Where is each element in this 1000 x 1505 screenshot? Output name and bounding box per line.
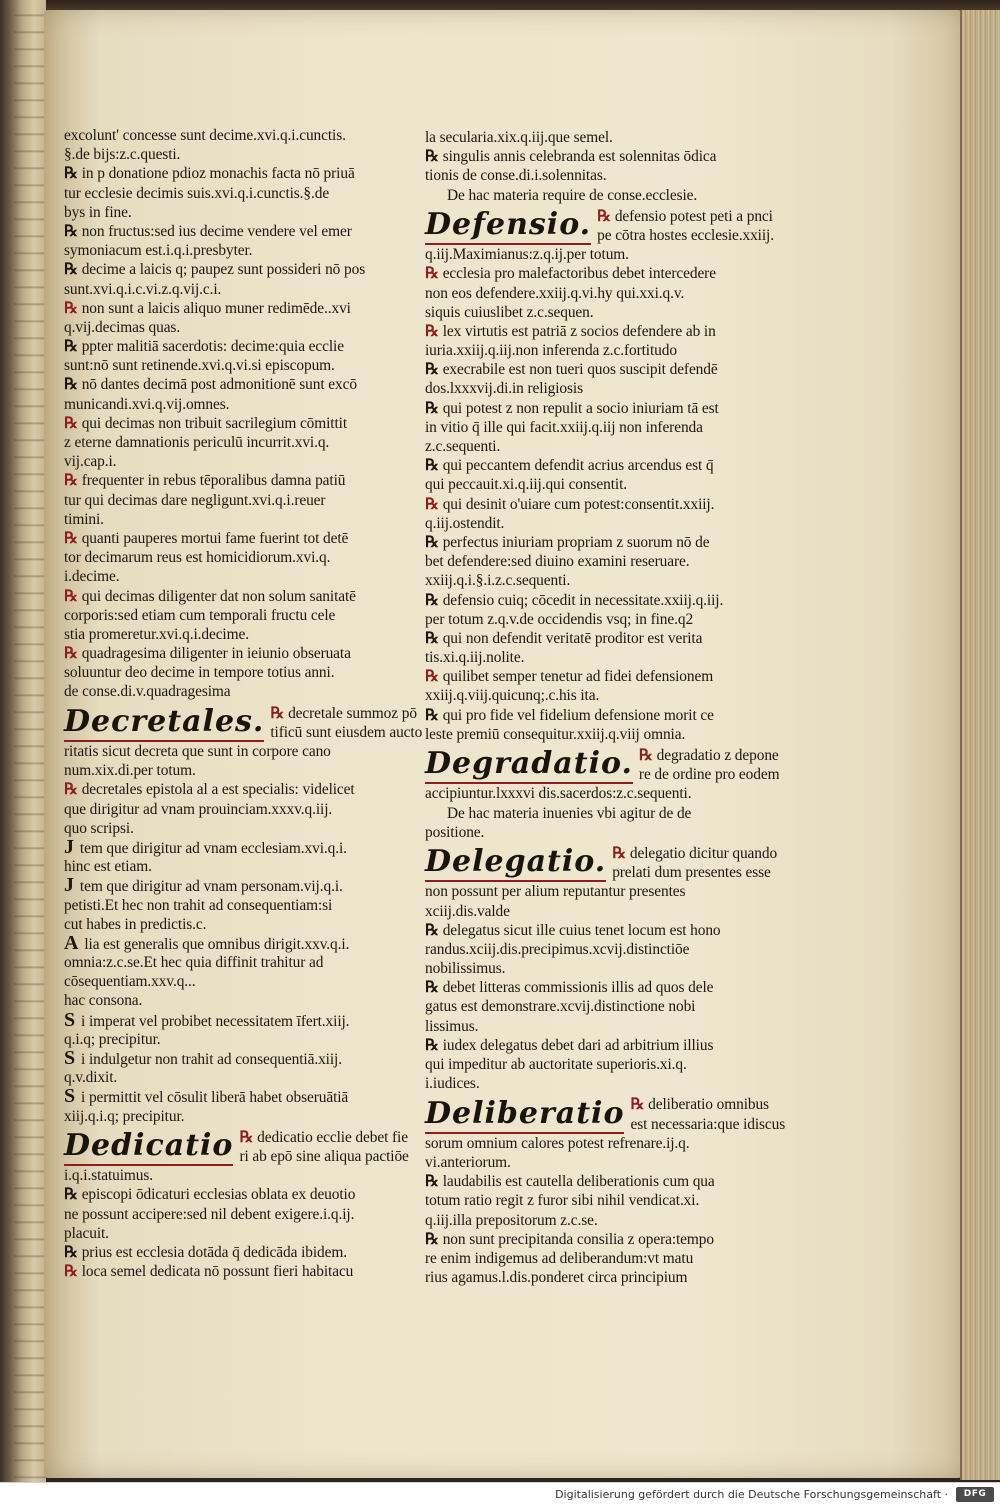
text-line <box>425 1268 777 1287</box>
line-text: quo scripsi. <box>64 819 134 837</box>
line-text: i imperat vel probibet necessitatem īfert.xiij. <box>81 1012 350 1030</box>
line-text: q.iij.Maximianus:z.q.ij.per totum. <box>425 246 629 264</box>
line-text: qui decimas non tribuit sacrilegium cōmittit <box>81 414 348 432</box>
heading-word: Dedicatio <box>64 1128 233 1166</box>
text-line <box>64 1011 412 1030</box>
line-text: qui pro fide vel fidelium defensione morit ce <box>442 706 714 724</box>
line-text: la secularia.xix.q.iij.que semel. <box>425 129 613 146</box>
line-text: execrabile est non tueri quos suscipit defendē <box>442 361 718 379</box>
line-text: sorum omnium calores potest refrenare.ij.q. <box>425 1134 690 1152</box>
line-text: qui decimas diligenter dat non solum sanitatē <box>81 587 356 605</box>
text-line <box>425 804 777 823</box>
text-line: pe cōtra hostes ecclesie.xxiij. <box>597 226 774 244</box>
text-line <box>64 838 412 857</box>
text-line <box>425 186 777 205</box>
line-text: i permittit vel cōsulit liberā habet obseruātiā <box>81 1089 349 1107</box>
text-line <box>425 1017 777 1036</box>
text-line <box>64 567 412 586</box>
line-text: totum ratio regit z furor sibi nihil vendicat.xi. <box>425 1192 700 1210</box>
line-text: De hac materia require de conse.ecclesie. <box>447 186 698 204</box>
line-text: decretales epistola al a est specialis: videlicet <box>81 781 355 799</box>
line-text: quilibet semper tenetur ad fidei defensionem <box>442 668 714 686</box>
text-line: prelati dum presentes esse <box>612 864 771 882</box>
text-line <box>425 1153 777 1172</box>
text-line: ri ab epō sine aliqua pactiōe <box>239 1147 409 1165</box>
dfg-logo: DFG <box>956 1487 994 1502</box>
text-line: decretale summoz pō <box>288 704 417 722</box>
text-line <box>64 991 412 1010</box>
line-text: laudabilis est cautella deliberationis cum qua <box>442 1173 715 1191</box>
line-text: q.iij.ostendit. <box>425 514 505 532</box>
text-line <box>64 972 412 991</box>
paragraph-mark-icon: ℞ <box>638 747 653 764</box>
heading-side-text <box>606 844 777 882</box>
footer-credit-text: Digitalisierung gefördert durch die Deutsche Forschungsgemeinschaft · <box>555 1488 948 1501</box>
text-line <box>425 1074 777 1093</box>
line-text: qui potest z non repulit a socio iniuriam tā est <box>442 399 719 417</box>
entry-line <box>425 667 777 686</box>
entry-line <box>64 164 412 183</box>
entry-line <box>425 360 777 379</box>
text-line <box>425 648 777 667</box>
line-text: decime a laicis q; paupez sunt possideri nō pos <box>81 261 366 279</box>
line-text: cōsequentiam.xxv.q... <box>64 973 196 991</box>
line-text: qui peccantem defendit acrius arcendus est q̄ <box>442 457 714 475</box>
line-text: qui non defendit veritatē proditor est verita <box>442 629 703 647</box>
line-text: soluuntur deo decime in tempore totius anni. <box>64 664 335 682</box>
entry-line <box>425 1036 777 1055</box>
text-line <box>64 953 412 972</box>
paragraph-mark-icon: ℞ <box>425 399 439 417</box>
text-line <box>425 1191 777 1210</box>
entry-line <box>64 260 412 279</box>
text-line <box>64 356 412 375</box>
line-text: tis.xi.q.iij.nolite. <box>425 649 525 667</box>
text-line <box>64 126 412 145</box>
text-line <box>425 128 777 147</box>
text-line <box>64 318 412 337</box>
line-text: z eterne damnationis periculū incurrit.xvi.q. <box>64 434 330 451</box>
entry-line <box>425 533 777 552</box>
paragraph-mark-icon: ℞ <box>425 1173 439 1191</box>
line-text: q.iij.illa prepositorum z.c.se. <box>425 1211 598 1229</box>
entry-line <box>64 644 412 663</box>
text-line <box>425 823 777 842</box>
text-line <box>64 625 412 644</box>
line-text: per totum z.q.v.de occidendis vsq; in fine.q2 <box>425 610 694 628</box>
text-line <box>64 510 412 529</box>
text-line <box>425 882 777 901</box>
text-line <box>64 145 412 164</box>
line-text: xiij.q.i.q; precipitur. <box>64 1107 185 1125</box>
line-text: perfectus iniuriam propriam z suorum nō de <box>442 533 710 551</box>
footer-ribbon <box>0 1482 1000 1505</box>
line-text: in p donatione pdioz monachis facta nō priuā <box>81 165 355 183</box>
text-line <box>64 184 412 203</box>
text-line <box>64 682 412 701</box>
entry-line <box>64 414 412 433</box>
paragraph-mark-icon: ℞ <box>64 1243 78 1261</box>
line-text: i.iudices. <box>425 1075 480 1093</box>
line-text: non eos defendere.xxiij.q.vi.hy qui.xxi.q.v. <box>425 284 685 302</box>
line-text: De hac materia inuenies vbi agitur de de <box>447 804 692 822</box>
line-text: vi.anteriorum. <box>425 1153 511 1171</box>
entry-line <box>64 471 412 490</box>
section-heading <box>425 207 777 245</box>
line-text: nō dantes decimā post admonitionē sunt excō <box>81 376 357 394</box>
text-line <box>425 1055 777 1074</box>
text-line <box>64 663 412 682</box>
text-line <box>64 819 412 838</box>
line-text: prius est ecclesia dotāda q̄ dedicāda ibidem. <box>81 1243 347 1261</box>
entry-line <box>64 780 412 799</box>
paragraph-mark-icon: ℞ <box>64 165 78 183</box>
text-line <box>64 241 412 260</box>
entry-line <box>425 399 777 418</box>
line-text: gatus est demonstrare.xcvij.distinctione nobi <box>425 998 696 1016</box>
line-text: corporis:sed etiam cum temporali fructu cele <box>64 606 336 624</box>
text-line <box>64 915 412 934</box>
entry-line <box>425 978 777 997</box>
line-text: non possunt per alium reputantur presentes <box>425 883 686 901</box>
text-line <box>425 245 777 264</box>
line-text: episcopi ōdicaturi ecclesias oblata ex deuotio <box>81 1186 356 1204</box>
text-line <box>425 284 777 303</box>
text-line <box>425 341 777 360</box>
text-line: dedicatio ecclie debet fie <box>257 1128 408 1146</box>
line-text: qui peccauit.xi.q.iij.qui consentit. <box>425 476 627 494</box>
paragraph-mark-icon: ℞ <box>64 376 78 394</box>
entry-line <box>425 147 777 166</box>
paragraph-mark-icon: ℞ <box>64 529 78 547</box>
entry-line <box>425 591 777 610</box>
text-line <box>64 1224 412 1243</box>
text-line <box>425 379 777 398</box>
line-text: i indulgetur non trahit ad consequentiā.xiij. <box>81 1051 342 1068</box>
heading-side-text <box>233 1128 408 1166</box>
line-text: petisti.Et hec non trahit ad consequentiam:si <box>64 896 333 914</box>
text-line <box>64 934 412 953</box>
entry-line <box>425 264 777 283</box>
entry-line <box>64 222 412 241</box>
line-text: debet litteras commissionis illis ad quos dele <box>442 979 714 997</box>
line-text: §.de bijs:z.c.questi. <box>64 146 181 164</box>
entry-line <box>425 706 777 725</box>
text-line <box>425 940 777 959</box>
text-line <box>64 1107 412 1126</box>
line-text: in vitio q̄ ille qui facit.xxiij.q.iij non inferenda <box>425 418 703 436</box>
paragraph-mark-icon: ℞ <box>64 299 78 317</box>
line-text: frequenter in rebus tēporalibus damna patiū <box>81 472 346 490</box>
section-heading <box>425 844 777 882</box>
line-text: municandi.xvi.q.vij.omnes. <box>64 395 230 413</box>
text-line <box>64 761 412 780</box>
line-text: xxiij.q.viij.quicunq;.c.his ita. <box>425 687 600 705</box>
text-line <box>425 1134 777 1153</box>
text-line <box>425 437 777 456</box>
initial-letter: S <box>64 1010 76 1030</box>
line-text: bet defendere:sed diuino examini reseruare. <box>425 553 690 571</box>
paragraph-mark-icon: ℞ <box>64 645 78 663</box>
line-text: nobilissimus. <box>425 960 506 978</box>
line-text: num.xix.di.per totum. <box>64 762 196 780</box>
entry-line <box>64 1262 412 1281</box>
line-text: q.v.dixit. <box>64 1069 118 1087</box>
entry-line <box>425 1172 777 1191</box>
entry-line <box>425 1230 777 1249</box>
line-text: tur ecclesie decimis suis.xvi.q.i.cunctis.§.de <box>64 184 330 202</box>
paragraph-mark-icon: ℞ <box>64 1263 78 1281</box>
section-heading <box>425 746 780 784</box>
line-text: vij.cap.i. <box>64 453 117 471</box>
line-text: iudex delegatus debet dari ad arbitrium illius <box>442 1036 714 1054</box>
text-line <box>425 418 777 437</box>
text-line <box>64 395 412 414</box>
line-text: placuit. <box>64 1224 109 1242</box>
line-text: xciij.dis.valde <box>425 902 510 920</box>
text-line <box>64 491 412 510</box>
paragraph-mark-icon: ℞ <box>612 844 626 862</box>
line-text: excolunt' concesse sunt decime.xvi.q.i.cunctis. <box>64 127 346 144</box>
line-text: q.i.q; precipitur. <box>64 1030 161 1048</box>
text-line <box>64 1068 412 1087</box>
text-line <box>64 1166 412 1185</box>
entry-line <box>64 299 412 318</box>
text-line: deliberatio omnibus <box>648 1096 769 1114</box>
heading-word: Deliberatio <box>425 1096 624 1134</box>
line-text: ne possunt accipere:sed nil debent exigere.i.q.ij. <box>64 1205 355 1223</box>
line-text: non sunt a laicis aliquo muner redimēde..xvi <box>81 299 351 317</box>
paragraph-mark-icon: ℞ <box>64 587 78 605</box>
paragraph-mark-icon: ℞ <box>425 495 439 513</box>
entry-line <box>425 456 777 475</box>
facing-page-edge <box>0 0 46 1482</box>
left-text-column <box>64 126 423 1281</box>
text-line <box>425 902 777 921</box>
line-text: cut habes in predictis.c. <box>64 915 207 933</box>
paragraph-mark-icon: ℞ <box>64 414 78 432</box>
line-text: tem que dirigitur ad vnam ecclesiam.xvi.q.i. <box>79 839 347 857</box>
text-line <box>64 800 412 819</box>
text-line <box>64 896 412 915</box>
line-text: stia promeretur.xvi.q.i.decime. <box>64 625 249 643</box>
line-text: bys in fine. <box>64 203 132 221</box>
right-text-column <box>425 128 786 1287</box>
paragraph-mark-icon: ℞ <box>425 706 439 724</box>
text-line <box>425 784 777 803</box>
line-text: timini. <box>64 510 104 528</box>
line-text: positione. <box>425 823 485 841</box>
line-text: lissimus. <box>425 1017 479 1035</box>
text-line <box>64 280 412 299</box>
line-text: de conse.di.v.quadragesima <box>64 683 231 701</box>
line-text: randus.xciij.dis.precipimus.xcvij.distinctiōe <box>425 940 690 958</box>
line-text: omnia:z.c.se.Et hec quia diffinit trahitur ad <box>64 954 324 972</box>
paragraph-mark-icon: ℞ <box>239 1128 254 1146</box>
paragraph-mark-icon: ℞ <box>425 148 439 166</box>
line-text: siquis cuiuslibet z.c.sequen. <box>425 303 594 321</box>
text-line <box>425 552 777 571</box>
paragraph-mark-icon: ℞ <box>64 222 78 240</box>
heading-word: Degradatio. <box>425 746 633 784</box>
entry-line <box>64 587 412 606</box>
heading-word: Defensio. <box>425 207 591 245</box>
line-text: qui impeditur ab auctoritate superioris.xi.q. <box>425 1056 687 1073</box>
heading-word: Delegatio. <box>425 844 606 882</box>
line-text: defensio cuiq; cōcedit in necessitate.xxiij.q.iij. <box>442 591 724 609</box>
line-text: dos.lxxxvij.di.in religiosis <box>425 380 583 398</box>
heading-side-text <box>591 207 774 245</box>
paragraph-mark-icon: ℞ <box>425 591 439 609</box>
text-line <box>425 166 777 185</box>
paragraph-mark-icon: ℞ <box>64 261 78 279</box>
text-line: defensio potest peti a pnci <box>614 207 773 225</box>
entry-line <box>425 921 777 940</box>
paragraph-mark-icon: ℞ <box>425 1036 439 1054</box>
paragraph-mark-icon: ℞ <box>64 1186 78 1204</box>
line-text: sunt:nō sunt retinende.xvi.q.vi.si episcopum. <box>64 357 335 375</box>
paragraph-mark-icon: ℞ <box>425 921 439 939</box>
entry-line <box>64 375 412 394</box>
entry-line <box>64 1185 412 1204</box>
text-line <box>64 1030 412 1049</box>
line-text: hac consona. <box>64 992 143 1010</box>
line-text: quadragesima diligenter in ieiunio obseruata <box>81 645 351 663</box>
text-line <box>425 997 777 1016</box>
section-heading <box>64 704 423 742</box>
text-line <box>425 686 777 705</box>
initial-letter: S <box>64 1087 76 1107</box>
text-line <box>425 571 777 590</box>
entry-line <box>425 495 777 514</box>
paragraph-mark-icon: ℞ <box>64 472 78 490</box>
text-line <box>425 475 777 494</box>
initial-letter: J <box>64 876 74 896</box>
line-text: ecclesia pro malefactoribus debet intercedere <box>442 265 716 283</box>
text-line <box>64 203 412 222</box>
entry-line <box>425 322 777 341</box>
text-line <box>64 452 412 471</box>
paragraph-mark-icon: ℞ <box>597 207 611 225</box>
text-line: delegatio dicitur quando <box>629 844 778 862</box>
line-text: non sunt precipitanda consilia z opera:tempo <box>442 1230 714 1248</box>
text-line <box>64 857 412 876</box>
section-heading <box>425 1095 786 1133</box>
entry-line <box>64 337 412 356</box>
line-text: z.c.sequenti. <box>425 438 501 455</box>
text-line <box>425 1249 777 1268</box>
initial-letter: J <box>64 837 74 858</box>
line-text: accipiuntur.lxxxvi dis.sacerdos:z.c.sequenti. <box>425 785 692 803</box>
paragraph-mark-icon: ℞ <box>425 979 439 997</box>
text-line <box>425 725 777 744</box>
line-text: rius agamus.l.dis.ponderet circa principium <box>425 1269 688 1287</box>
initial-letter: S <box>64 1049 76 1069</box>
line-text: qui desinit o'uiare cum potest:consentit.xxiij. <box>442 495 715 513</box>
line-text: leste premiū consequitur.xxiij.q.viij omnia. <box>425 725 686 743</box>
entry-line <box>64 1243 412 1262</box>
paragraph-mark-icon: ℞ <box>425 668 439 686</box>
line-text: hinc est etiam. <box>64 858 152 876</box>
paragraph-mark-icon: ℞ <box>425 265 439 283</box>
line-text: delegatus sicut ille cuius tenet locum est hono <box>442 921 721 939</box>
line-text: tem que dirigitur ad vnam personam.vij.q.i. <box>79 878 343 896</box>
heading-side-text <box>633 746 780 784</box>
line-text: non fructus:sed ius decime vendere vel emer <box>81 222 352 240</box>
paragraph-mark-icon: ℞ <box>64 338 78 356</box>
text-line: degradatio z depone <box>656 747 779 764</box>
heading-side-text <box>624 1095 785 1133</box>
text-line <box>64 1205 412 1224</box>
heading-side-text <box>264 704 422 742</box>
line-text: singulis annis celebranda est solennitas ōdica <box>442 148 717 166</box>
line-text: symoniacum est.i.q.i.presbyter. <box>64 242 253 260</box>
text-line <box>64 1087 412 1106</box>
paragraph-mark-icon: ℞ <box>425 1230 439 1248</box>
line-text: tur qui decimas dare negligunt.xvi.q.i.reuer <box>64 491 326 509</box>
line-text: i.decime. <box>64 568 120 586</box>
line-text: re enim indigemus ad deliberandum:vt matu <box>425 1249 694 1267</box>
line-text: ppter malitiā sacerdotis: decime:quia ecclie <box>81 338 344 356</box>
text-line <box>64 1049 412 1068</box>
paragraph-mark-icon: ℞ <box>270 704 285 722</box>
text-line <box>64 548 412 567</box>
text-line <box>425 303 777 322</box>
text-line: re de ordine pro eodem <box>638 766 780 784</box>
paragraph-mark-icon: ℞ <box>425 629 439 647</box>
text-line <box>64 876 412 895</box>
line-text: xxiij.q.i.§.i.z.c.sequenti. <box>425 572 571 590</box>
text-line <box>425 959 777 978</box>
line-text: i.q.i.statuimus. <box>64 1167 154 1185</box>
entry-line <box>64 529 412 548</box>
line-text: quanti pauperes mortui fame fuerint tot detē <box>81 529 349 547</box>
text-line <box>64 433 412 452</box>
section-heading <box>64 1128 412 1166</box>
text-line: est necessaria:que idiscus <box>630 1115 786 1133</box>
line-text: sunt.xvi.q.i.c.vi.z.q.vij.c.i. <box>64 280 222 298</box>
paragraph-mark-icon: ℞ <box>425 322 439 340</box>
text-line: tificū sunt eiusdem aucto <box>270 723 423 741</box>
paragraph-mark-icon: ℞ <box>425 457 439 475</box>
line-text: lia est generalis que omnibus dirigit.xxv.q.i. <box>84 935 350 953</box>
line-text: lex virtutis est patriā z socios defendere ab in <box>442 322 716 340</box>
line-text: ritatis sicut decreta que sunt in corpore cano <box>64 743 331 760</box>
paragraph-mark-icon: ℞ <box>425 533 439 551</box>
paragraph-mark-icon: ℞ <box>630 1096 645 1114</box>
line-text: tor decimarum reus est homicidiorum.xvi.q. <box>64 549 331 567</box>
text-line <box>425 610 777 629</box>
line-text: q.vij.decimas quas. <box>64 318 181 336</box>
paragraph-mark-icon: ℞ <box>64 781 78 799</box>
paragraph-mark-icon: ℞ <box>425 361 439 379</box>
line-text: tionis de conse.di.i.solennitas. <box>425 167 607 185</box>
line-text: iuria.xxiij.q.iij.non inferenda z.c.fortitudo <box>425 342 677 360</box>
line-text: que dirigitur ad vnam prouinciam.xxxv.q.iij. <box>64 800 333 818</box>
text-line <box>64 606 412 625</box>
page-stack-edge <box>960 10 1000 1480</box>
initial-letter: A <box>64 933 79 954</box>
entry-line <box>425 629 777 648</box>
line-text: loca semel dedicata nō possunt fieri habitacu <box>81 1263 354 1281</box>
text-line <box>425 514 777 533</box>
heading-word: Decretales. <box>64 704 264 742</box>
text-line <box>64 742 412 761</box>
text-line <box>425 1211 777 1230</box>
